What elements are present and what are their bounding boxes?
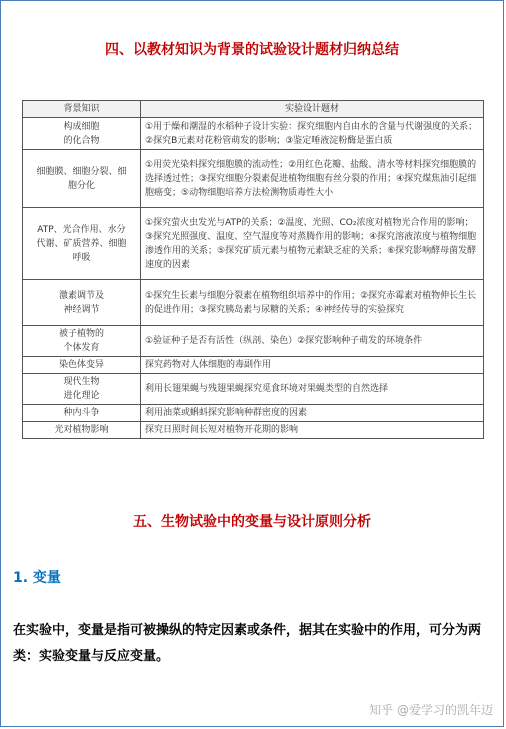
row-content: 利用油菜或蝌蚪探究影响种群密度的因素	[141, 405, 484, 422]
experiment-topics-table	[22, 100, 484, 439]
row-content: ①探究生长素与细胞分裂素在植物组织培养中的作用；②探究赤霉素对植物伸长生长的促进作用；③探究胰岛素与尿糖的关系；④神经传导的实验探究	[141, 280, 484, 326]
row-content: ①验证种子是否有活性（纵剖、染色）②探究影响种子萌发的环境条件	[141, 326, 484, 357]
header-experiment-topics: 实验设计题材	[141, 101, 484, 118]
row-topic: 激素调节及 神经调节	[23, 280, 141, 326]
table-row	[23, 405, 484, 422]
subsection-variable-title: 1. 变量	[13, 570, 61, 586]
row-content: 利用长翅果蝇与残翅果蝇探究觅食环境对果蝇类型的自然选择	[141, 374, 484, 405]
section-5-title: 五、生物试验中的变量与设计原则分析	[133, 514, 371, 530]
row-topic: 光对植物影响	[23, 422, 141, 439]
variable-definition-paragraph: 在实验中，变量是指可被操纵的特定因素或条件，据其在实验中的作用，可分为两类：实验变量与反应变量。	[13, 623, 482, 664]
table-row	[23, 422, 484, 439]
row-topic: ATP、光合作用、水分 代谢、矿质营养、细胞 呼吸	[23, 208, 141, 280]
row-topic: 种内斗争	[23, 405, 141, 422]
row-topic: 染色体变异	[23, 357, 141, 374]
row-topic: 现代生物 进化理论	[23, 374, 141, 405]
table-row	[23, 326, 484, 357]
table-body	[23, 118, 484, 439]
row-topic: 构成细胞 的化合物	[23, 118, 141, 150]
row-topic: 细胞膜、细胞分裂、细 胞分化	[23, 150, 141, 208]
row-content: ①用荧光染料探究细胞膜的流动性；②用红色花瓣、盐酸、清水等材料探究细胞膜的选择透过性；③探究细胞分裂素促进植物细胞有丝分裂的作用；④探究煤焦油引起细胞癌变；⑤动物细胞培养方法检测物质毒性大小	[141, 150, 484, 208]
table-row	[23, 374, 484, 405]
zhihu-watermark: 知乎 @爱学习的凯年迈	[369, 703, 493, 717]
row-content: 探究日照时间长短对植物开花期的影响	[141, 422, 484, 439]
table-row	[23, 150, 484, 208]
row-topic: 被子植物的 个体发育	[23, 326, 141, 357]
table-header-row	[23, 101, 484, 118]
table-row	[23, 280, 484, 326]
table-row	[23, 357, 484, 374]
table-row	[23, 118, 484, 150]
table-row	[23, 208, 484, 280]
section-4-title: 四、以教材知识为背景的试验设计题材归纳总结	[105, 42, 399, 58]
row-content: ①探究萤火虫发光与ATP的关系；②温度、光照、CO₂浓度对植物光合作用的影响；③探究光照强度、温度、空气湿度等对蒸腾作用的影响；④探究溶液浓度与植物细胞渗透作用的关系；⑤探究矿质元素与植物元素缺乏症的关系；⑥探究影响酵母菌发酵速度的因素	[141, 208, 484, 280]
row-content: 探究药物对人体细胞的毒副作用	[141, 357, 484, 374]
row-content: ①用于燥和潮湿的水稻种子设计实验：探究细胞内自由水的含量与代谢强度的关系；②探究B元素对花粉管萌发的影响；③鉴定唾液淀粉酶是蛋白质	[141, 118, 484, 150]
header-background-knowledge: 背景知识	[23, 101, 141, 118]
